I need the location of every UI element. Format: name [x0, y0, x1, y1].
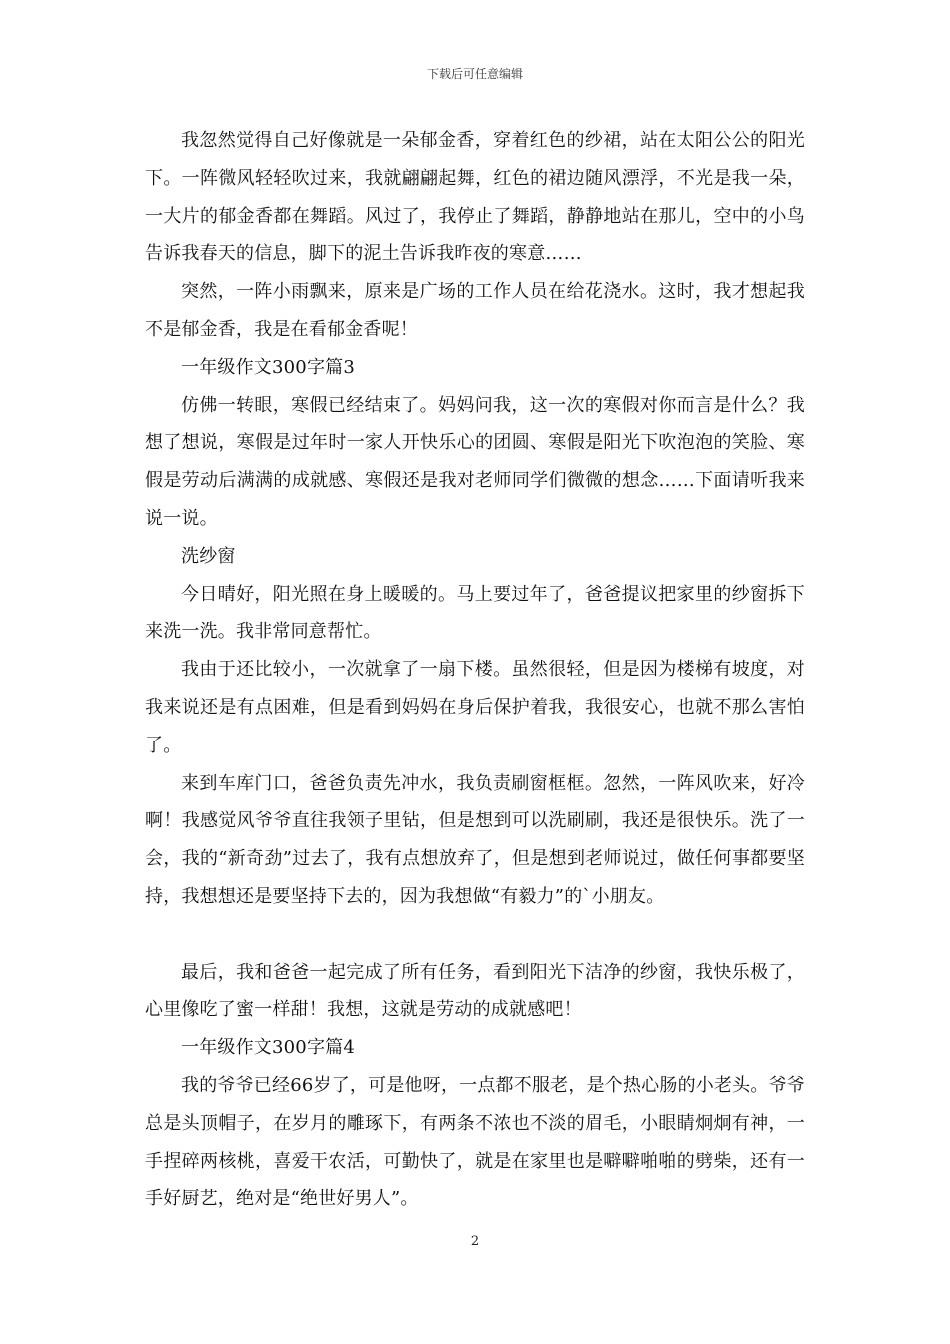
paragraph: 来到车库门口，爸爸负责先冲水，我负责刷窗框框。忽然，一阵风吹来，好冷啊！我感觉风爷爷直往我领子里钻，但是想到可以洗刷刷，我还是很快乐。洗了一会，我的“新奇劲”过去了，我有点想放弃了，但是想到老师说过，做任何事都要坚持，我想想还是要坚持下去的，因为我想做“有毅力”的`小朋友。 [145, 772, 805, 907]
page-number: 2 [470, 1234, 480, 1249]
paragraph: 突然，一阵小雨飘来，原来是广场的工作人员在给花浇水。这时，我才想起我不是郁金香，我是在看郁金香呢！ [145, 281, 805, 340]
page-header: 下载后可任意编辑 [426, 67, 523, 81]
paragraph: 最后，我和爸爸一起完成了所有任务，看到阳光下洁净的纱窗，我快乐极了，心里像吃了蜜一样甜！我想，这就是劳动的成就感吧！ [145, 961, 805, 1021]
blank-line [145, 916, 805, 954]
document-body [145, 122, 805, 1218]
paragraph: 我忽然觉得自己好像就是一朵郁金香，穿着红色的纱裙，站在太阳公公的阳光下。一阵微风轻轻吹过来，我就翩翩起舞，红色的裙边随风漂浮，不光是我一朵，一大片的郁金香都在舞蹈。风过了，我停止了舞蹈，静静地站在那儿，空中的小鸟告诉我春天的信息，脚下的泥土告诉我昨夜的寒意…… [145, 130, 805, 265]
section-heading: 一年级作文300字篇3 [181, 356, 356, 378]
paragraph: 今日晴好，阳光照在身上暖暖的。马上要过年了，爸爸提议把家里的纱窗拆下来洗一洗。我非常同意帮忙。 [145, 583, 805, 643]
section-heading: 一年级作文300字篇4 [181, 1037, 356, 1059]
paragraph: 我的爷爷已经66岁了，可是他呀，一点都不服老，是个热心肠的小老头。爷爷总是头顶帽子，在岁月的雕琢下，有两条不浓也不淡的眉毛，小眼睛炯炯有神，一手捏碎两核桃，喜爱干农活，可勤快了，就是在家里也是噼噼啪啪的劈柴，还有一手好厨艺，绝对是“绝世好男人”。 [145, 1074, 805, 1210]
section-subheading: 洗纱窗 [181, 545, 236, 567]
paragraph: 我由于还比较小，一次就拿了一扇下楼。虽然很轻，但是因为楼梯有坡度，对我来说还是有点困难，但是看到妈妈在身后保护着我，我很安心，也就不那么害怕了。 [145, 659, 805, 756]
paragraph: 仿佛一转眼，寒假已经结束了。妈妈问我，这一次的寒假对你而言是什么？我想了想说，寒假是过年时一家人开快乐心的团圆、寒假是阳光下吹泡泡的笑脸、寒假是劳动后满满的成就感、寒假还是我对老师同学们微微的想念……下面请听我来说一说。 [145, 394, 805, 529]
